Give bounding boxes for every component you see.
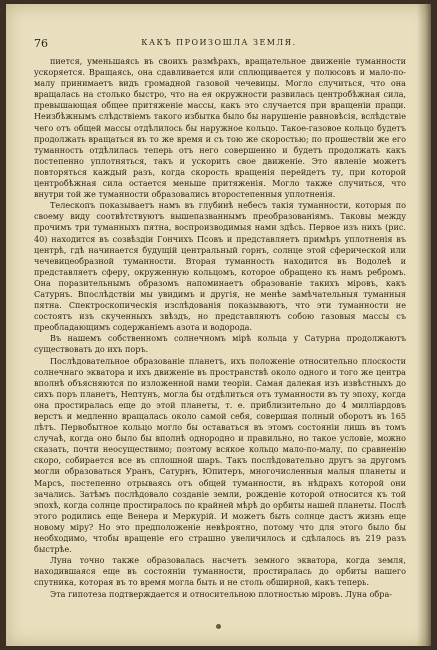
running-title: КАКЪ ПРОИЗОШЛА ЗЕМЛЯ. [141, 38, 297, 47]
ornament-dot [216, 624, 221, 629]
paragraph: Послѣдовательное образованіе планетъ, ихъ положеніе относительно плоскости солнечнаго экватора и ихъ движеніе въ пространствѣ около одного и того же центра вполнѣ объясняются по изложенной нами теоріи. Самая далекая изъ извѣстныхъ до сихъ поръ планетъ, Нептунъ, могла бы отдѣлиться отъ туманности въ ту эпоху, когда она простиралась еще до этой планеты, т. е. приблизительно до 4 милліардовъ верстъ и медленно вращалась около самой себя, совершая полный оборотъ въ 165 лѣтъ. Первобытное кольцо могло бы оставаться въ этомъ состояніи лишь въ томъ случаѣ, когда оно было бы вполнѣ однородно и правильно, но такое условіе, можно сказать, почти неосуществимо; поэтому всякое кольцо мало-по-малу, по сравненію скоро, собирается все въ сплошной шаръ. Такъ послѣдовательно другъ за другомъ могли образоваться Уранъ, Сатурнъ, Юпитеръ, многочисленныя малыя планеты и Марсъ, постепенно отрываясь отъ общей туманности, въ нѣдрахъ которой они зачались. Затѣмъ послѣдовало созданіе земли, рожденіе которой относится къ той эпохѣ, когда солнце простиралось по крайней мѣрѣ до орбиты нашей планеты. Послѣ этого родились еще Венера и Меркурій. И можетъ быть солнце дастъ жизнь еще новому міру? Но это предположеніе невѣроятно, потому что для этого было бы необходимо, чтобы вращеніе его страшно увеличилось и сдѣлалось въ 219 разъ быстрѣе. [34, 355, 406, 555]
page-header [34, 37, 404, 51]
paragraph: Въ нашемъ собственномъ солнечномъ мірѣ кольца у Сатурна продолжаютъ существовать до ихъ поръ. [34, 333, 406, 355]
paragraph: пиется, уменьшаясь въ своихъ размѣрахъ, вращательное движеніе туманности ускоряется. Вращаясь, она сдавливается или сплющивается у полюсовъ и мало-по-малу принимаетъ видъ громадной газовой чечевицы. Могло случиться, что она вращалась на столько быстро, что на ея окружности развилась центробѣжная сила, превышающая общее притяженіе массы, какъ это случается при вращеніи пращи. Неизбѣжнымъ слѣдствіемъ такого избытка было бы нарушеніе равновѣсія, вслѣдствіе чего отъ общей массы отдѣлилось бы наружное кольцо. Такое-газовое кольцо будетъ продолжать вращаться въ то же время и съ тою же скоростью; по прошествіи же его туманность отдѣлилась теперь отъ него совершенно и будетъ продолжать какъ постепенно уплотняться, такъ и ускорить свое движеніе. Это явленіе можетъ повторяться каждый разъ, когда скорость вращенія перейдетъ ту, при которой центробѣжная сила остается меньше притяженія. Могло также случиться, что внутри той же туманности образовались второстепенныя уплотненія. [34, 56, 406, 200]
paragraph: Эта гипотеза подтверждается и относительною плотностью міровъ. Луна обра- [50, 588, 393, 599]
body-text [34, 56, 406, 600]
page-number: 76 [34, 37, 48, 50]
book-page [6, 4, 431, 646]
paragraph: Луна точно также образовалась насчетъ земного экватора, когда земля, находившаяся еще въ состояніи туманности, простиралась до орбиты нашего спутника, которая въ то время могла быть и не столь обширной, какъ теперь. [34, 555, 406, 588]
page-spine-shadow [417, 4, 431, 646]
paragraph: Телескопъ показываетъ намъ въ глубинѣ небесъ такія туманности, которыя по своему виду соотвѣтствуютъ вышепазваннымъ преобразованіямъ. Таковы между прочимъ три туманныхъ пятна, воспроизводимыя нами здѣсь. Первое изъ нихъ (рис. 40) находится въ созвѣздіи Гончихъ Псовъ и представляетъ примѣръ уплотненія въ центрѣ, гдѣ начинается будущій центральный горнъ, солнце этой сферической или чечевицеобразной туманности. Вторая туманность находится въ Водолеѣ и представляетъ сферу, окруженную кольцомъ, которое обращено къ намъ ребромъ. Она поразительнымъ образомъ напоминаетъ образованіе такихъ міровъ, какъ Сатурнъ. Впослѣдствіи мы увидимъ и другія, не менѣе замѣчательныя туманныя пятна. Спектроскопическія изслѣдованія показываютъ, что эти туманности не состоятъ изъ скученныхъ звѣздъ, но представляютъ собою газовыя массы съ преобладающимъ содержаніемъ азота и водорода. [34, 200, 406, 333]
